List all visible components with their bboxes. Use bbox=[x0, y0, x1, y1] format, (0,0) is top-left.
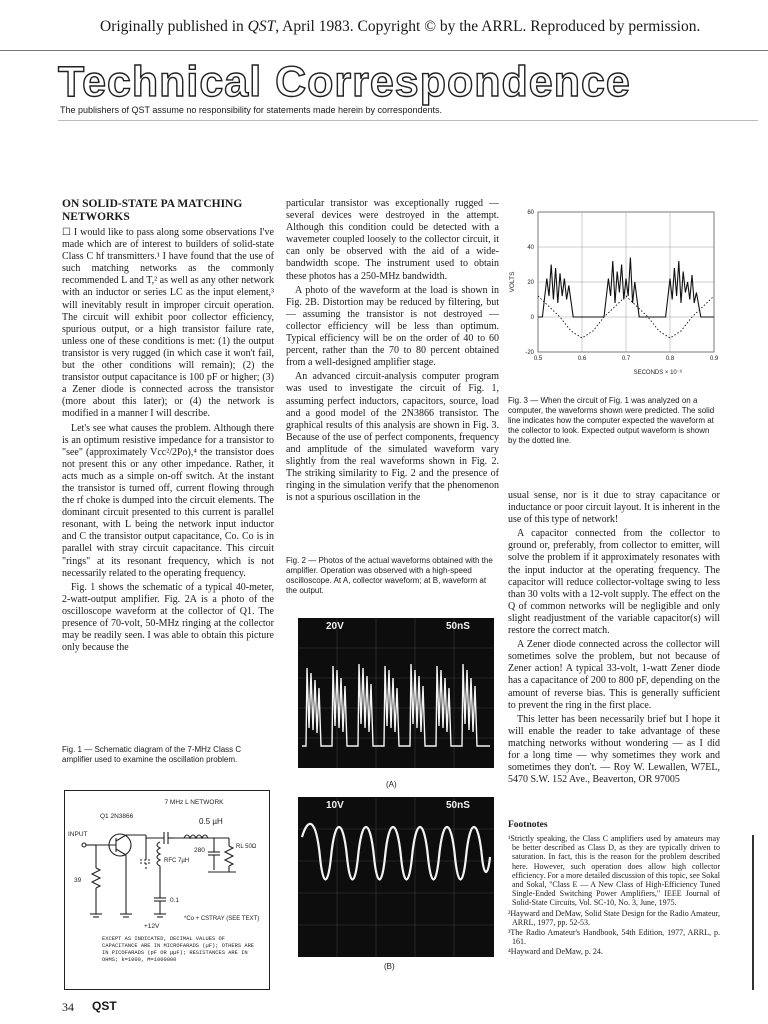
paragraph: particular transistor was exceptionally rugged — several devices were destroyed in the attempt. Although this condition could be detected with a wavemeter coupled loosely to the collector circuit, it can only be observed with the aid of a wide-bandwidth scope. The instrument used to obtain these photos has a 250-MHz bandwidth. bbox=[286, 198, 499, 282]
fig3-ytick-label: 20 bbox=[527, 280, 534, 286]
fig1-rl-label: RL 50Ω bbox=[236, 844, 257, 850]
paragraph: A photo of the waveform at the load is shown in Fig. 2B. Distortion may be reduced by filtering, but — assuming the transistor is not destroyed — collector efficiency will be less than optimum. Typical efficiency will be on the order of 40 to 60 percent, rather than the 70 to 80 percent obtained from a well-designed amplifier stage. bbox=[286, 284, 499, 369]
footnote: ⁴Hayward and DeMaw, p. 24. bbox=[508, 947, 603, 957]
paragraph: This letter has been necessarily brief but I hope it will enable the reader to take advantage of these matching networks without wondering — as I did for a long time — why sometimes they work and sometimes they don't. — Roy W. Lewallen, W7EL, 5470 S.W. 152 Ave., Beaverton, OR 97005 bbox=[508, 713, 720, 786]
page-number: 34 bbox=[62, 1000, 74, 1014]
masthead-rule bbox=[58, 120, 758, 121]
disclaimer: The publishers of QST assume no responsibility for statements made herein by correspondents. bbox=[60, 105, 443, 115]
fig1-rfc-label: RFC 7µH bbox=[164, 858, 190, 864]
fig3-chart bbox=[508, 202, 720, 380]
paragraph: Fig. 1 shows the schematic of a typical 40-meter, 2-watt-output amplifier. Fig. 2A is a photo of the oscilloscope waveform at the collector of Q1. The presence of 70-volt, 50-MHz ringing at the collector may be readily seen. I was able to obtain this picture only because the bbox=[62, 581, 274, 654]
footnote: ¹Strictly speaking, the Class C amplifiers used by amateurs may be better described as Class D, as they are typically driven to saturation. In fact, this is the reason for the problem described here. However, such operation does allow high collector efficiency. For a more detailed discussion of this topic, see Sokal and Sokal, "Class E — A New Class of High-Efficiency Tuned Single-Ended Switching Power Amplifiers," IEEE Journal of Solid-State Circuits, Vol. SC-10, No. 3, June, 1975. bbox=[508, 834, 720, 908]
fig2b-label: (B) bbox=[384, 962, 395, 971]
fig2b-scope-photo bbox=[298, 797, 494, 957]
fig2a-time-label: 50nS bbox=[446, 621, 470, 632]
margin-bar bbox=[752, 835, 754, 990]
fig1-inductor-label: 0.5 µH bbox=[199, 817, 223, 826]
fig3-caption: Fig. 3 — When the circuit of Fig. 1 was analyzed on a computer, the waveforms shown were predicted. The solid line indicates how the computer expected the waveform at the collector to look. Expected output waveform is shown by the dotted line. bbox=[508, 396, 715, 445]
fig2-caption: Fig. 2 — Photos of the actual waveforms obtained with the amplifier. Operation was observed with a high-speed oscilloscope. At A, collector waveform; at B, waveform at the output. bbox=[286, 556, 493, 595]
fig3-xtick-label: 0.6 bbox=[577, 356, 587, 362]
fig1-c280-label: 280 bbox=[194, 847, 205, 854]
fig3-xtick-label: 0.8 bbox=[665, 356, 675, 362]
magazine-name: QST bbox=[92, 999, 117, 1013]
fig2a-label: (A) bbox=[386, 780, 397, 789]
fig1-network-label: 7 MHz L NETWORK bbox=[164, 799, 224, 806]
fig2a-scope-photo bbox=[298, 618, 494, 768]
fig1-value-note: EXCEPT AS INDICATED, DECIMAL VALUES OF CAPACITANCE ARE IN MICROFARADS (µF); OTHERS ARE IN PICOFARADS (pF OR µµF); RESISTANCES ARE IN OHMS; k=1000, M=1000000 bbox=[102, 936, 255, 963]
fig3-ytick-label: 40 bbox=[527, 245, 534, 251]
fig2a-volts-label: 20V bbox=[326, 621, 344, 632]
paragraph: ☐ I would like to pass along some observations I've made which are of interest to builders of solid-state Class C hf transmitters.¹ I have found that the use of such matching networks as the commonly recommended L and T,² as well as any other network with an inductor or series LC as the input element,³ will inevitably result in improper circuit operation. The circuit will exhibit poor collector efficiency, spurious output, or a high transistor failure rate, unless one of these conditions is met: (1) the output transistor is very rugged (in which case it won't fail, but the other conditions will remain); (2) the transistor output capacitance is 100 pF or higher; (3) a Zener diode is connected across the transistor (more about this later); or (4) the network is modified in a manner I will describe. bbox=[62, 227, 274, 420]
paragraph: Let's see what causes the problem. Although there is an optimum resistive impedance for a transistor to "see" (approximately Vcc²/2Po),⁴ the transistor does not present this or any other impedance. Rather, it acts much as a simple on-off switch. At the instant the transistor is turned off, current flowing through the rf choke is dumped into the circuit elements. The dominant circuit presented to this current is parallel resonant, with L being the network input inductor and C the transistor output capacitance, Co. Co is in parallel with stray circuit capacitance. This circuit "rings" at its resonant frequency, which is not necessarily related to the operating frequency. bbox=[62, 422, 274, 579]
fig3-ylabel: VOLTS bbox=[509, 271, 516, 293]
paragraph: An advanced circuit-analysis computer program was used to investigate the circuit of Fig. 1, assuming perfect inductors, capacitors, source, load and a good model of the 2N3866 transistor. The graphical results of this analysis are shown in Fig. 3. Because of the use of perfect components, frequency and amplitude of the simulated waveform vary slightly from the real waveforms shown in Fig. 2. The striking similarity to Fig. 2 and the presence of ringing in the simulation verify that the phenomenon is not a spurious oscillation in the bbox=[286, 371, 499, 504]
footnote: ²Hayward and DeMaw, Solid State Design for the Radio Amateur, ARRL, 1977, pp. 52-53. bbox=[508, 908, 720, 927]
fig3-xtick-label: 0.5 bbox=[533, 356, 543, 362]
fig3-xtick-label: 0.7 bbox=[621, 356, 631, 362]
fig1-r39-label: 39 bbox=[74, 877, 82, 884]
masthead-title: Technical Correspondence bbox=[58, 58, 631, 106]
paragraph: A capacitor connected from the collector to ground or, preferably, from collector to emitter, will solve the problem if it approximately resonates with the input inductor at the operating frequency. The capacitor will reduce collector-voltage swing to less than 30 volts with a 12-volt supply. The effect on the Q of common networks will be negligible and only slight readjustment of the variable capacitor(s) will restore the correct match. bbox=[508, 528, 720, 637]
article-title: ON SOLID-STATE PA MATCHING NETWORKS bbox=[62, 198, 243, 223]
article-column-3 bbox=[508, 490, 720, 788]
paragraph: usual sense, nor is it due to stray capacitance or inductance or poor circuit layout. It is inherent in the use of this type of network! bbox=[508, 490, 720, 526]
article-column-2 bbox=[286, 198, 499, 506]
fig2b-time-label: 50nS bbox=[446, 800, 470, 811]
footnotes bbox=[508, 834, 720, 958]
fig3-ytick-label: 60 bbox=[527, 210, 534, 216]
footnote: ³The Radio Amateur's Handbook, 54th Edition, 1977, ARRL, p. 161. bbox=[508, 928, 720, 947]
fig1-input-label: INPUT bbox=[68, 831, 88, 838]
fig1-q1-label: Q1 2N3866 bbox=[100, 813, 134, 820]
article-column-1 bbox=[62, 198, 274, 656]
fig3-xlabel: SECONDS × 10⁻⁶ bbox=[633, 370, 683, 376]
fig1-cstray-label: *Co + CSTRAY (SEE TEXT) bbox=[184, 916, 260, 922]
fig3-xtick-label: 0.9 bbox=[709, 356, 719, 362]
fig1-caption: Fig. 1 — Schematic diagram of the 7-MHz Class C amplifier used to examine the oscillation problem. bbox=[62, 745, 242, 764]
top-rule bbox=[0, 50, 768, 51]
fig2b-volts-label: 10V bbox=[326, 800, 344, 811]
fig2b-trace bbox=[298, 797, 494, 957]
fig1-schematic bbox=[64, 790, 270, 990]
fig1-vcc-label: +12V bbox=[144, 923, 160, 930]
fig3-ytick-label: 0 bbox=[530, 315, 534, 321]
fig3-ytick-label: -20 bbox=[525, 350, 534, 356]
footnotes-title: Footnotes bbox=[508, 820, 548, 830]
paragraph: A Zener diode connected across the collector will sometimes solve the problem, but not because of Zener action! A typical 33-volt, 1-watt Zener diode has a capacitance of 200 to 800 pF, depending on the amount of reverse bias. This is generally sufficient to prevent the ring in the first place. bbox=[508, 639, 720, 711]
reprint-notice: Originally published in QST, April 1983. Copyright © by the ARRL. Reproduced by permission. bbox=[100, 18, 701, 35]
fig2a-trace bbox=[298, 618, 494, 768]
fig1-c01-label: 0.1 bbox=[170, 897, 180, 904]
